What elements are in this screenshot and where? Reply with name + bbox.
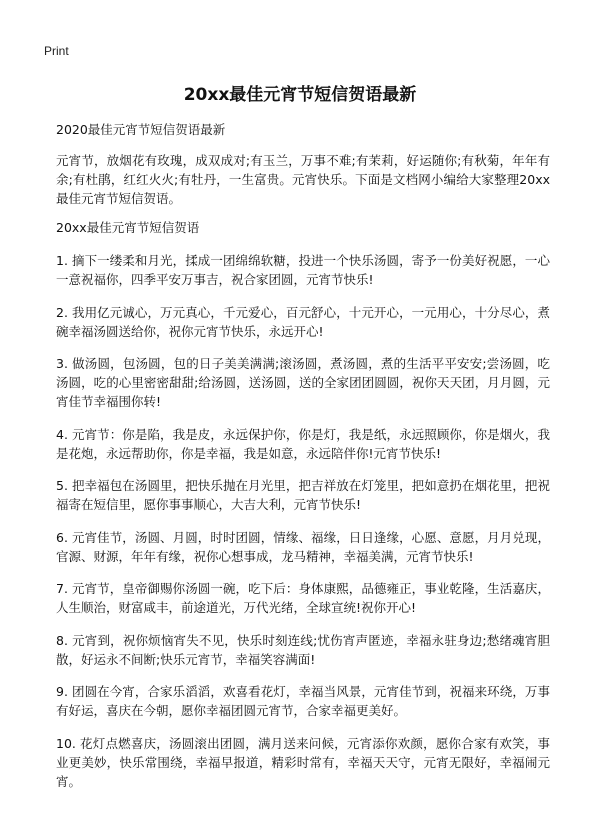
wish-item-3: 3. 做汤圆，包汤圆，包的日子美美满满;滚汤圆，煮汤圆，煮的生活平平安安;尝汤圆，吃汤圆，吃的心里密密甜甜;给汤圆，送汤圆，送的全家团团圆圆，祝你天天团，月月圆，元宵佳节幸福围你转! [56,356,550,409]
wish-item-1: 1. 摘下一缕柔和月光，揉成一团绵绵软糖，投进一个快乐汤圆，寄予一份美好祝愿，一心一意祝福你，四季平安万事吉，祝合家团圆，元宵节快乐! [56,253,550,287]
wish-item-9: 9. 团圆在今宵，合家乐滔滔，欢喜看花灯，幸福当风景，元宵佳节到，祝福来环绕，万事有好运，喜庆在今朝，愿你幸福团圆元宵节，合家幸福更美好。 [56,684,550,718]
intro-paragraph: 元宵节，放烟花有玫瑰，成双成对;有玉兰，万事不难;有茉莉，好运随你;有秋菊，年年有余;有杜鹃，红红火火;有牡丹，一生富贵。元宵快乐。下面是文档网小编给大家整理20xx最佳元宵节短信贺语。 [56,153,550,206]
wish-item-6: 6. 元宵佳节，汤圆、月圆，时时团圆，情缘、福缘，日日逢缘，心愿、意愿，月月兑现，官源、财源，年年有缘，祝你心想事成，龙马精神，幸福美满，元宵节快乐! [56,529,550,564]
wish-item-5: 5. 把幸福包在汤圆里，把快乐抛在月光里，把吉祥放在灯笼里，把如意扔在烟花里，把祝福寄在短信里，愿你事事顺心，大吉大利，元宵节快乐! [56,478,550,512]
wish-item-2: 2. 我用亿元诚心，万元真心，千元爱心，百元舒心，十元开心，一元用心，十分尽心，煮碗幸福汤圆送给你，祝你元宵节快乐，永远开心! [56,304,550,339]
document-body [56,120,550,804]
wish-item-4: 4. 元宵节：你是陷，我是皮，永远保护你，你是灯，我是纸，永远照顾你，你是烟火，我是花炮，永远帮助你，你是幸福，我是如意，永远陪伴你!元宵节快乐! [56,426,550,461]
section-heading: 20xx最佳元宵节短信贺语 [56,220,200,235]
document-subtitle: 2020最佳元宵节短信贺语最新 [56,122,226,137]
page-title: 20xx最佳元宵节短信贺语最新 [183,85,417,105]
print-link[interactable]: Print [44,44,69,58]
wish-item-8: 8. 元宵到，祝你烦恼宵失不见，快乐时刻连线;忧伤宵声匿迹，幸福永驻身边;愁绪魂宵胆散，好运永不间断;快乐元宵节，幸福笑容满面! [56,632,550,667]
wish-item-7: 7. 元宵节，皇帝御赐你汤圆一碗，吃下后：身体康熙，品德雍正，事业乾隆，生活嘉庆，人生顺治，财富咸丰，前途道光，万代光绪，全球宣统!祝你开心! [56,581,550,615]
wish-item-10: 10. 花灯点燃喜庆，汤圆滚出团圆，满月送来问候，元宵添你欢颜，愿你合家有欢笑，事业更美妙，快乐常围绕，幸福早报道，精彩时常有，幸福天天守，元宵无限好，幸福闹元宵。 [56,735,550,789]
wish-list [56,251,550,791]
